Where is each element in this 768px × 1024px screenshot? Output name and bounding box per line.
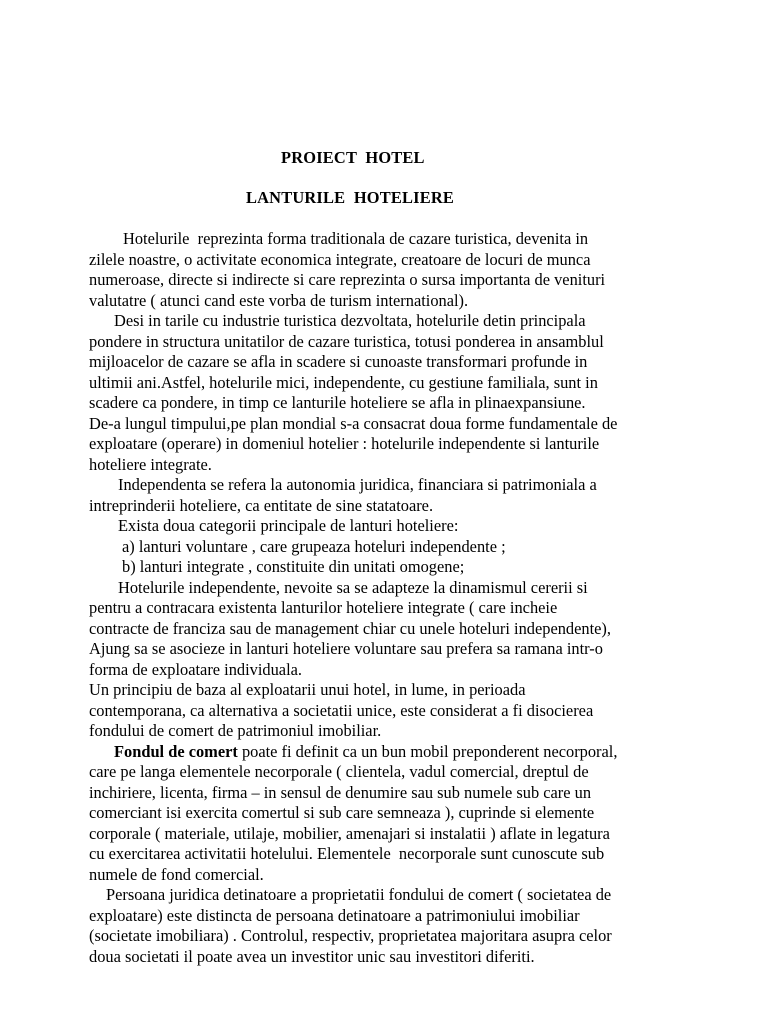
text-line: corporale ( materiale, utilaje, mobilier, amenajari si instalatii ) aflate in legatura: [89, 823, 610, 843]
text-line: exploatare (operare) in domeniul hotelier : hotelurile independente si lanturile: [89, 434, 600, 453]
body-text: [89, 229, 689, 967]
text-line: zilele noastre, o activitate economica integrate, creatoare de locuri de munca: [89, 249, 591, 269]
text-line: valutatre ( atunci cand este vorba de turism international).: [89, 290, 469, 310]
bold-term: Fondul de comert: [114, 741, 238, 761]
text-line: a) lanturi voluntare , care grupeaza hoteluri independente ;: [122, 536, 506, 556]
text-line: scadere ca pondere, in timp ce lanturile hoteliere se afla in plinaexpansiune.: [89, 393, 586, 412]
text-line: Independenta se refera la autonomia juridica, financiara si patrimoniala a: [118, 475, 597, 494]
text-line: numeroase, directe si indirecte si care reprezinta o sursa importanta de venituri: [89, 270, 606, 289]
text-line: hoteliere integrate.: [89, 454, 212, 474]
text-line: Hotelurile reprezinta forma traditionala de cazare turistica, devenita in: [123, 229, 589, 248]
text-line: fondului de comert de patrimoniul imobiliar.: [89, 721, 382, 740]
text-line: contemporana, ca alternativa a societatii unice, este considerat a fi disocierea: [89, 700, 594, 720]
section-heading: LANTURILE HOTELIERE: [246, 188, 455, 207]
text-line: pondere in structura unitatilor de cazare turistica, totusi ponderea in ansamblul: [89, 331, 604, 351]
text-line: doua societati il poate avea un investitor unic sau investitori diferiti.: [89, 946, 535, 966]
text-line: poate fi definit ca un bun mobil preponderent necorporal,: [241, 741, 618, 761]
text-line: mijloacelor de cazare se afla in scadere si cunoaste transformari profunde in: [89, 352, 588, 371]
text-line: comerciant isi exercita comertul si sub care semneaza ), cuprinde si elemente: [89, 803, 595, 822]
text-line: intreprinderii hoteliere, ca entitate de sine statatoare.: [89, 495, 434, 515]
text-line: Exista doua categorii principale de lanturi hoteliere:: [118, 516, 459, 535]
text-line: cu exercitarea activitatii hotelului. Elementele necorporale sunt cunoscute sub: [89, 844, 605, 863]
text-line: Ajung sa se asocieze in lanturi hoteliere voluntare sau prefera sa ramana intr-o: [89, 639, 603, 658]
text-line: Un principiu de baza al exploatarii unui hotel, in lume, in perioada: [89, 680, 526, 699]
text-line: b) lanturi integrate , constituite din unitati omogene;: [122, 557, 465, 576]
text-line: Hotelurile independente, nevoite sa se adapteze la dinamismul cererii si: [118, 577, 588, 597]
text-line: (societate imobiliara) . Controlul, respectiv, proprietatea majoritara asupra celor: [89, 926, 612, 945]
text-line: inchiriere, licenta, firma – in sensul de denumire sau sub numele sub care un: [89, 782, 592, 802]
text-line: exploatare) este distincta de persoana detinatoare a patrimoniului imobiliar: [89, 905, 580, 925]
text-line: De-a lungul timpului,pe plan mondial s-a consacrat doua forme fundamentale de: [89, 413, 618, 433]
text-line: Desi in tarile cu industrie turistica dezvoltata, hotelurile detin principala: [114, 311, 586, 330]
text-line: ultimii ani.Astfel, hotelurile mici, independente, cu gestiune familiala, sunt in: [89, 372, 598, 392]
page-title: PROIECT HOTEL: [281, 148, 425, 167]
text-line: forma de exploatare individuala.: [89, 659, 302, 679]
text-line: Persoana juridica detinatoare a proprietatii fondului de comert ( societatea de: [106, 885, 612, 904]
text-line-with-term: [89, 742, 689, 763]
text-line: contracte de franciza sau de management chiar cu unele hoteluri independente),: [89, 618, 611, 638]
text-line: numele de fond comercial.: [89, 864, 264, 884]
text-line: pentru a contracara existenta lanturilor hoteliere integrate ( care incheie: [89, 598, 558, 617]
text-line: care pe langa elementele necorporale ( clientela, vadul comercial, dreptul de: [89, 762, 589, 781]
